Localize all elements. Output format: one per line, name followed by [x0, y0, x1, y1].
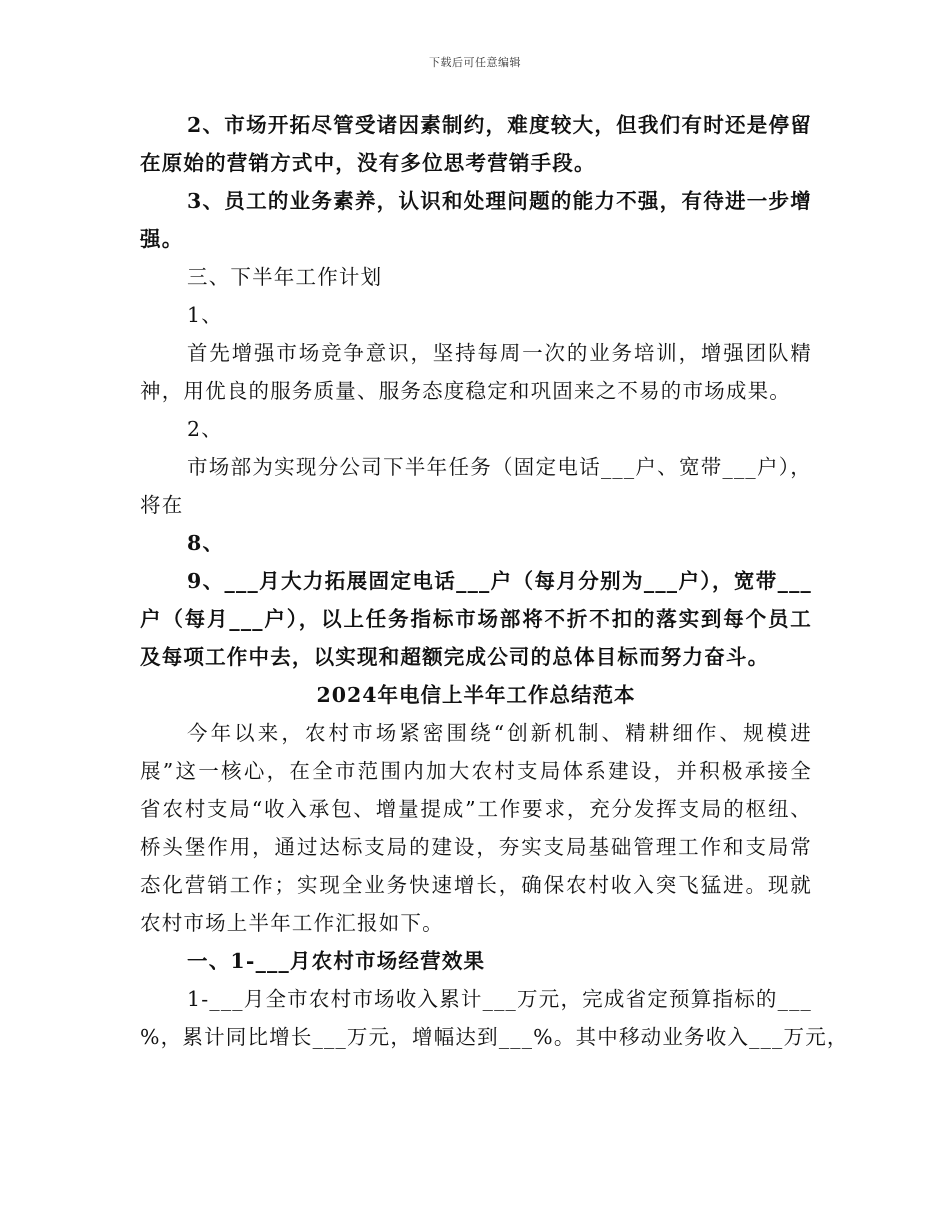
- text-line-7: 首先增强市场竞争意识，坚持每周一次的业务培训，增强团队精: [187, 341, 812, 365]
- section-heading-results: 一、1-___月农村市场经营效果: [187, 949, 486, 973]
- text-line-8: 神，用优良的服务质量、服务态度稳定和巩固来之不易的市场成果。: [140, 379, 791, 403]
- text-line-3: 3、员工的业务素养，认识和处理问题的能力不强，有待进一步增: [187, 189, 812, 213]
- text-line-12: 8、: [187, 531, 225, 555]
- text-line-17: 今年以来，农村市场紧密围绕“创新机制、精耕细作、规模进: [187, 721, 812, 745]
- text-line-10: 市场部为实现分公司下半年任务（固定电话___户、宽带___户），: [187, 455, 812, 479]
- page-header-note: 下载后可任意编辑: [429, 56, 521, 69]
- text-line-18: 展”这一核心，在全市范围内加大农村支局体系建设，并积极承接全: [140, 759, 812, 783]
- text-line-11: 将在: [140, 493, 184, 517]
- text-line-19: 省农村支局“收入承包、增量提成”工作要求，充分发挥支局的枢纽、: [140, 797, 812, 821]
- text-line-1: 2、市场开拓尽管受诸因素制约，难度较大，但我们有时还是停留: [187, 113, 812, 137]
- text-line-13: 9、___月大力拓展固定电话___户（每月分别为___户），宽带___: [187, 569, 812, 593]
- text-line-6: 1、: [187, 303, 223, 327]
- document-body: [140, 106, 849, 1056]
- text-line-15: 及每项工作中去，以实现和超额完成公司的总体目标而努力奋斗。: [140, 645, 770, 669]
- text-line-14: 户（每月___户），以上任务指标市场部将不折不扣的落实到每个员工: [140, 607, 812, 631]
- text-line-20: 桥头堡作用，通过达标支局的建设，夯实支局基础管理工作和支局常: [140, 835, 812, 859]
- text-line-25: %，累计同比增长___万元，增幅达到___%。其中移动业务收入___万元，: [140, 1025, 849, 1049]
- text-line-9: 2、: [187, 417, 223, 441]
- document-title: 2024年电信上半年工作总结范本: [316, 683, 636, 707]
- text-line-21: 态化营销工作；实现全业务快速增长，确保农村收入突飞猛进。现就: [140, 873, 812, 897]
- text-line-2: 在原始的营销方式中，没有多位思考营销手段。: [140, 151, 596, 175]
- text-line-24: 1-___月全市农村市场收入累计___万元，完成省定预算指标的___: [187, 987, 812, 1011]
- text-line-22: 农村市场上半年工作汇报如下。: [140, 911, 444, 935]
- text-line-4: 强。: [140, 227, 184, 251]
- section-heading-plan: 三、下半年工作计划: [187, 265, 383, 289]
